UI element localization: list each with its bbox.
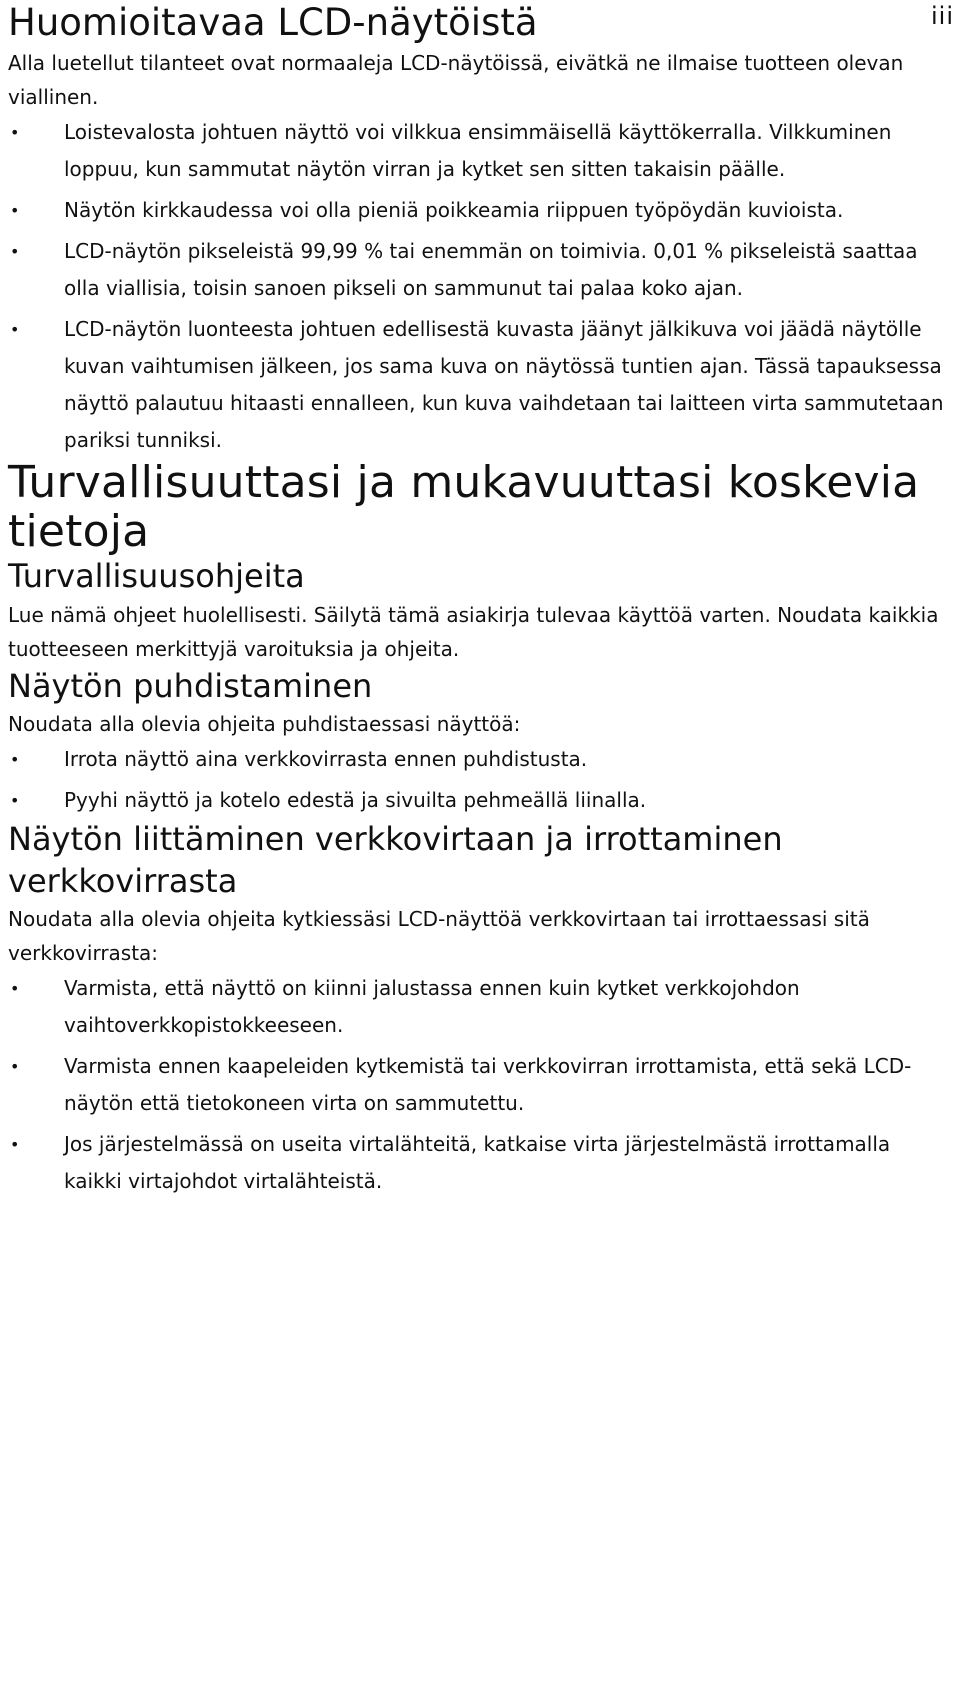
bullet-icon: • xyxy=(10,791,20,811)
list-item-text: Pyyhi näyttö ja kotelo edestä ja sivuilta pehmeällä liinalla. xyxy=(64,788,647,813)
list-item xyxy=(8,970,953,1044)
lcd-intro: Alla luetellut tilanteet ovat normaaleja LCD-näytöissä, eivätkä ne ilmaise tuotteen olevan viallinen. xyxy=(8,51,904,110)
bullet-icon: • xyxy=(10,979,20,999)
document-body xyxy=(8,0,953,1200)
section-title-cleaning: Näytön puhdistaminen xyxy=(8,666,373,705)
cleaning-list xyxy=(8,741,953,819)
list-item xyxy=(8,114,953,188)
list-item xyxy=(8,1126,953,1200)
bullet-icon: • xyxy=(10,750,20,770)
section-title-instructions: Turvallisuusohjeita xyxy=(8,557,305,596)
page-number: iii xyxy=(930,2,954,30)
power-intro: Noudata alla olevia ohjeita kytkiessäsi LCD-näyttöä verkkovirtaan tai irrottaessasi sitä verkkovirrasta: xyxy=(8,907,870,966)
bullet-icon: • xyxy=(10,201,20,221)
list-item-text: Jos järjestelmässä on useita virtalähteitä, katkaise virta järjestelmästä irrottamalla kaikki virtajohdot virtalähteistä. xyxy=(64,1132,891,1194)
list-item-text: LCD-näytön luonteesta johtuen edellisestä kuvasta jäänyt jälkikuva voi jäädä näytölle kuvan vaihtumisen jälkeen, jos sama kuva on näytössä tuntien ajan. Tässä tapauksessa näyttö palautuu hitaasti ennalleen, kun kuva vaihdetaan tai laitteen virta sammutetaan pariksi tunniksi. xyxy=(64,317,944,453)
list-item xyxy=(8,741,953,778)
power-list xyxy=(8,970,953,1200)
cleaning-intro: Noudata alla olevia ohjeita puhdistaessasi näyttöä: xyxy=(8,712,521,737)
bullet-icon: • xyxy=(10,1057,20,1077)
bullet-icon: • xyxy=(10,242,20,262)
list-item-text: Näytön kirkkaudessa voi olla pieniä poikkeamia riippuen työpöydän kuvioista. xyxy=(64,198,844,223)
bullet-icon: • xyxy=(10,1135,20,1155)
list-item xyxy=(8,782,953,819)
section-title-power: Näytön liittäminen verkkovirtaan ja irrottaminen verkkovirrasta xyxy=(8,820,783,900)
list-item-text: Loistevalosta johtuen näyttö voi vilkkua ensimmäisellä käyttökerralla. Vilkkuminen loppuu, kun sammutat näytön virran ja kytket sen sitten takaisin päälle. xyxy=(64,120,892,182)
bullet-icon: • xyxy=(10,320,20,340)
list-item-text: LCD-näytön pikseleistä 99,99 % tai enemmän on toimivia. 0,01 % pikseleistä saattaa olla viallisia, toisin sanoen pikseli on sammunut tai palaa koko ajan. xyxy=(64,239,918,301)
list-item-text: Varmista, että näyttö on kiinni jalustassa ennen kuin kytket verkkojohdon vaihtoverkkopistokkeeseen. xyxy=(64,976,800,1038)
section-title-lcd: Huomioitavaa LCD-näytöistä xyxy=(8,1,538,44)
lcd-list xyxy=(8,114,953,459)
section-title-safety: Turvallisuuttasi ja mukavuuttasi koskevia tietoja xyxy=(8,457,920,557)
instructions-body: Lue nämä ohjeet huolellisesti. Säilytä tämä asiakirja tulevaa käyttöä varten. Noudata kaikkia tuotteeseen merkittyjä varoituksia ja ohjeita. xyxy=(8,602,939,661)
list-item-text: Irrota näyttö aina verkkovirrasta ennen puhdistusta. xyxy=(64,747,588,772)
bullet-icon: • xyxy=(10,123,20,143)
list-item xyxy=(8,192,953,229)
list-item xyxy=(8,311,953,459)
list-item xyxy=(8,1048,953,1122)
list-item-text: Varmista ennen kaapeleiden kytkemistä tai verkkovirran irrottamista, että sekä LCD-näytön että tietokoneen virta on sammutettu. xyxy=(64,1054,912,1116)
list-item xyxy=(8,233,953,307)
